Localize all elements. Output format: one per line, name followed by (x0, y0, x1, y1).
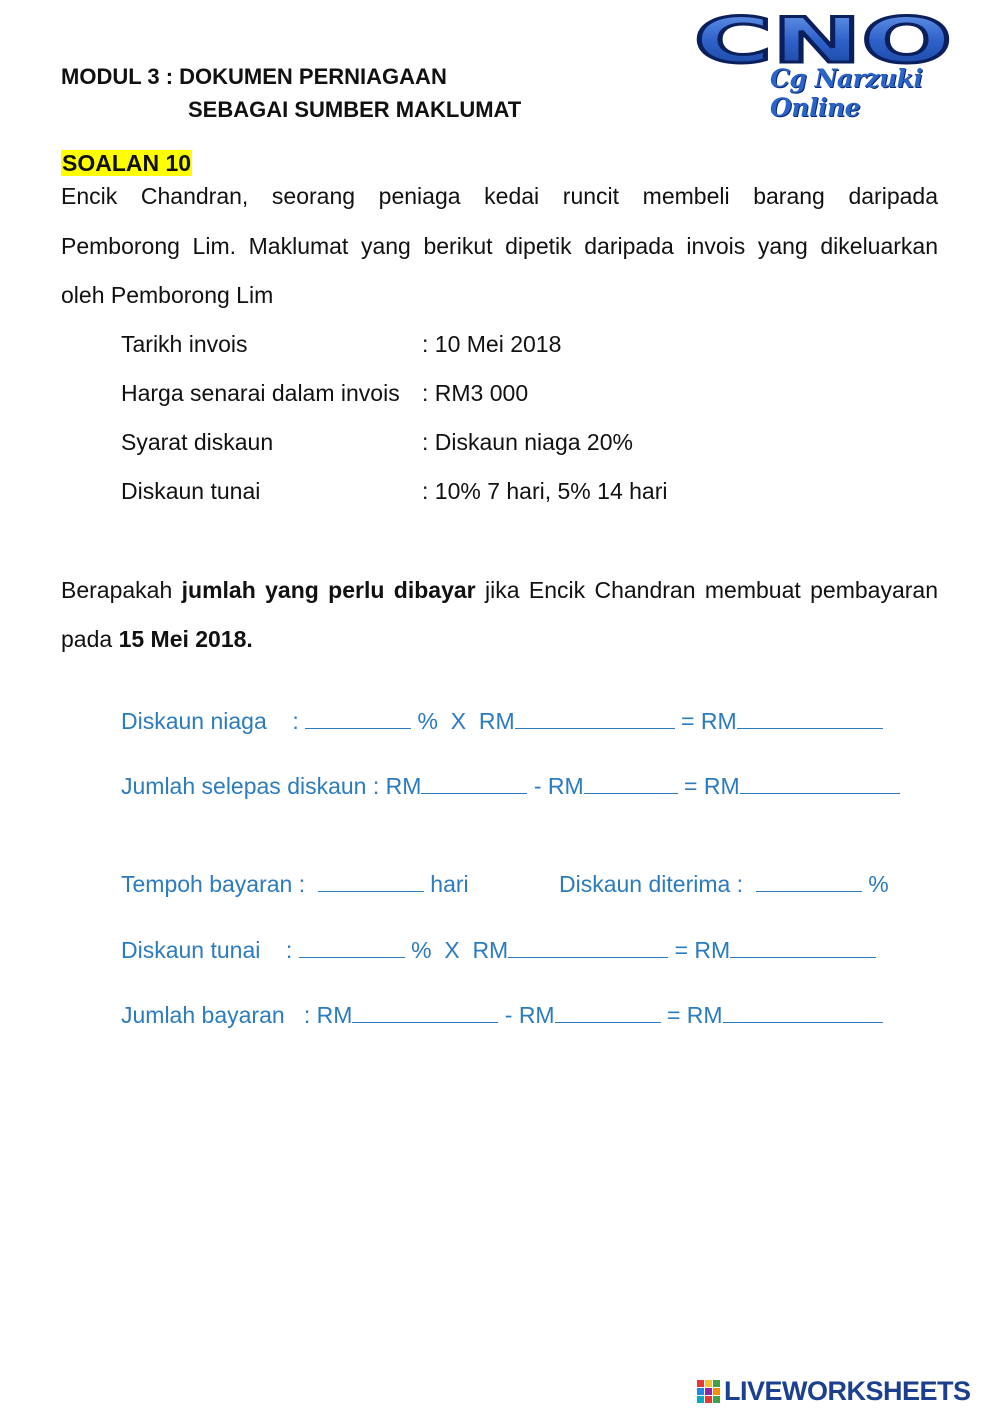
row-diskaun-diterima (559, 871, 889, 898)
question-label-text: SOALAN 10 (62, 150, 192, 176)
row5-eq: = RM (666, 1002, 723, 1028)
row-jumlah-bayaran (121, 1002, 883, 1029)
question-para-line2: Pemborong Lim. Maklumat yang berikut dipetik daripada invois yang dikeluarkan (61, 233, 938, 259)
row3-pct: % (868, 871, 889, 897)
liveworksheets-brand (697, 1376, 971, 1407)
question-para-line3: oleh Pemborong Lim (61, 282, 274, 308)
total-payment-result-input[interactable] (723, 1002, 883, 1023)
detail-label: Harga senarai dalam invois (121, 380, 400, 406)
trade-discount-result-input[interactable] (737, 708, 883, 729)
row-diskaun-tunai (121, 937, 876, 964)
total-payment-less-input[interactable] (555, 1002, 661, 1023)
ask-bold: jumlah yang perlu dibayar (181, 577, 476, 603)
ask-post: jika Encik Chandran membuat pembayaran (475, 577, 938, 603)
trade-discount-percent-input[interactable] (305, 708, 411, 729)
question-para-line1: Encik Chandran, seorang peniaga kedai runcit membeli barang daripada (61, 183, 938, 209)
row2-minus: - RM (533, 773, 584, 799)
row2-eq: = RM (684, 773, 740, 799)
cash-discount-result-input[interactable] (730, 937, 876, 958)
trade-discount-base-input[interactable] (515, 708, 675, 729)
after-discount-list-input[interactable] (421, 773, 527, 794)
liveworksheets-text: LIVEWORKSHEETS (724, 1376, 971, 1406)
row5-minus: - RM (504, 1002, 555, 1028)
discount-received-input[interactable] (756, 871, 862, 892)
row3-unit: hari (430, 871, 469, 897)
question-label (61, 150, 192, 177)
row3-label: Tempoh bayaran : (121, 871, 306, 897)
detail-value: : Diskaun niaga 20% (422, 429, 633, 455)
detail-label: Syarat diskaun (121, 429, 274, 455)
module-subtitle: SEBAGAI SUMBER MAKLUMAT (188, 97, 522, 122)
question-ask-line2 (61, 626, 253, 653)
cash-discount-base-input[interactable] (508, 937, 668, 958)
row2-label: Jumlah selepas diskaun : RM (121, 773, 422, 799)
row5-label: Jumlah bayaran : RM (121, 1002, 353, 1028)
row-jumlah-selepas-diskaun (121, 773, 900, 800)
ask-pre: Berapakah (61, 577, 182, 603)
total-payment-amount-input[interactable] (352, 1002, 498, 1023)
cash-discount-percent-input[interactable] (299, 937, 405, 958)
cno-logo (692, 12, 954, 70)
row1-pct: % X RM (417, 708, 515, 734)
liveworksheets-icon (697, 1380, 720, 1403)
payment-period-input[interactable] (318, 871, 424, 892)
ask-line2-pre: pada (61, 626, 119, 652)
detail-value: : RM3 000 (422, 380, 529, 406)
row3-label2: Diskaun diterima : (559, 871, 744, 897)
after-discount-result-input[interactable] (740, 773, 900, 794)
detail-label: Tarikh invois (121, 331, 248, 357)
row4-eq: = RM (674, 937, 731, 963)
row4-label: Diskaun tunai : (121, 937, 293, 963)
logo-subtitle: Cg Narzuki Online (770, 64, 923, 122)
detail-label: Diskaun tunai (121, 478, 261, 504)
row-tempoh-bayaran (121, 871, 469, 898)
row4-pct: % X RM (411, 937, 509, 963)
row1-eq: = RM (681, 708, 737, 734)
question-ask-line1 (61, 577, 938, 604)
detail-value: : 10 Mei 2018 (422, 331, 562, 357)
cno-logo-text: CNO (694, 12, 952, 70)
detail-value: : 10% 7 hari, 5% 14 hari (422, 478, 668, 504)
module-title: MODUL 3 : DOKUMEN PERNIAGAAN (61, 64, 447, 89)
row-diskaun-niaga (121, 708, 883, 735)
ask-date: 15 Mei 2018. (118, 626, 253, 652)
row1-label: Diskaun niaga : (121, 708, 299, 734)
after-discount-less-input[interactable] (584, 773, 678, 794)
